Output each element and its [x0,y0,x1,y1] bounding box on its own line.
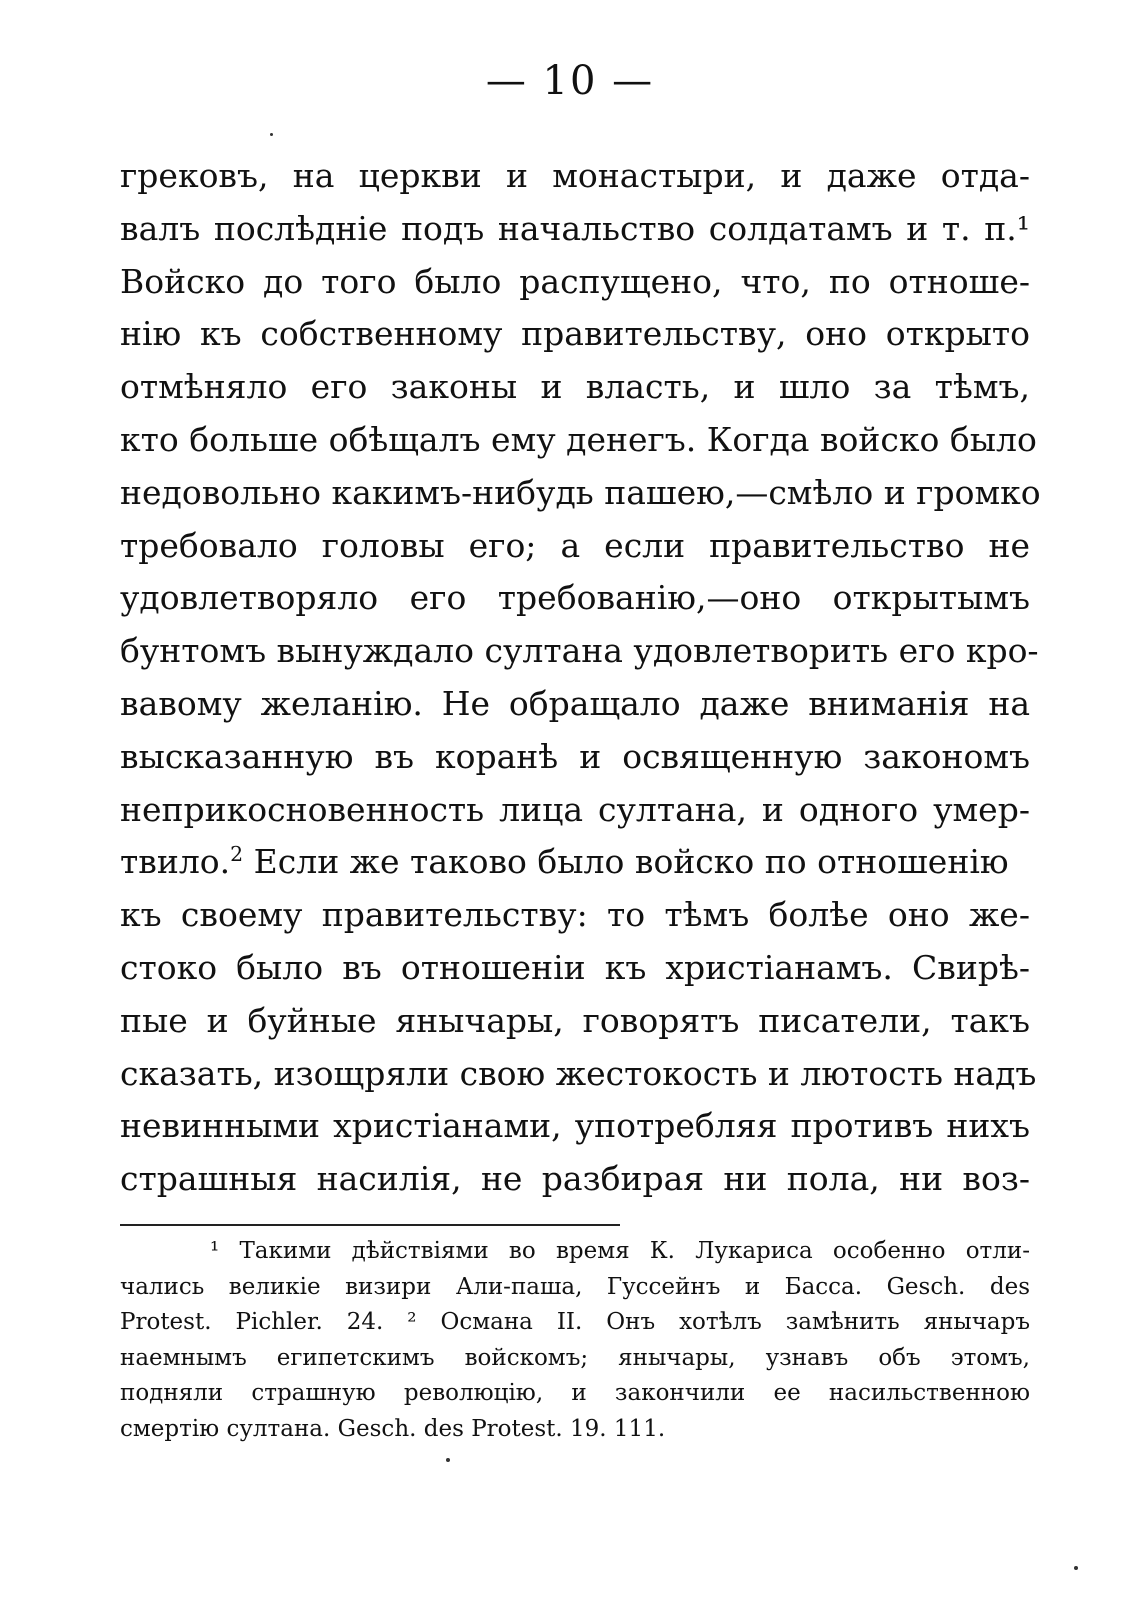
footnote-line: чались великіе визири Али-паша, Гуссейнъ и Басса. Gesch. des [120,1273,1030,1300]
text-fragment: твило. [120,842,231,882]
text-line: кто больше обѣщалъ ему денегъ. Когда войско было [120,419,1037,459]
main-text [120,150,1041,1206]
text-line: отмѣняло его законы и власть, и шло за тѣмъ, [120,367,1030,407]
text-line: страшныя насилія, не разбирая ни пола, ни воз- [120,1159,1030,1199]
text-line: невинными христіанами, употребляя противъ нихъ [120,1106,1030,1146]
text-line: недовольно какимъ-нибудь пашею,—смѣло и громко [120,472,1041,512]
text-line: къ своему правительству: то тѣмъ болѣе оно же- [120,895,1030,935]
ink-speck [1074,1566,1078,1570]
text-line: нію къ собственному правительству, оно открыто [120,314,1030,354]
footnote-line: подняли страшную революцію, и закончили ее насильственною [120,1380,1030,1406]
ink-speck [446,1458,450,1462]
text-line: бунтомъ вынуждало султана удовлетворить его кро- [120,631,1039,671]
text-line: вавому желанію. Не обращало даже вниманія на [120,683,1030,723]
footnote-line: Protest. Pichler. 24. ² Османа II. Онъ хотѣлъ замѣнить янычаръ [120,1309,1030,1335]
footnotes [120,1234,1030,1447]
footnote-line: ¹ Такими дѣйствіями во время К. Лукариса особенно отли- [210,1238,1030,1264]
text-fragment: Если же таково было войско по отношенію [243,842,1009,882]
footnote-marker: 2 [230,842,244,867]
footnote-divider [120,1224,620,1226]
footnote-line: смертію султана. Gesch. des Protest. 19. 111. [120,1415,666,1442]
page-number: — 10 — [485,58,655,104]
text-line: валъ послѣдніе подъ начальство солдатамъ и т. п.¹ [120,208,1030,248]
text-line: требовало головы его; а если правительство не [120,525,1030,565]
text-line: высказанную въ коранѣ и освященную закономъ [120,736,1030,776]
text-line: грековъ, на церкви и монастыри, и даже отда- [120,156,1030,195]
ink-speck [270,133,273,136]
text-line: удовлетворяло его требованію,—оно открытымъ [120,578,1030,618]
text-line [120,836,1030,889]
text-line: пые и буйные янычары, говорятъ писатели, такъ [120,1000,1030,1040]
footnote-line: наемнымъ египетскимъ войскомъ; янычары, узнавъ объ этомъ, [120,1344,1030,1371]
text-line: Войско до того было распущено, что, по отноше- [120,261,1030,301]
text-line: сказать, изощряли свою жестокость и лютость надъ [120,1053,1037,1093]
text-line: стоко было въ отношеніи къ христіанамъ. Свирѣ- [120,947,1030,987]
text-line: неприкосновенность лица султана, и одного умер- [120,789,1030,829]
